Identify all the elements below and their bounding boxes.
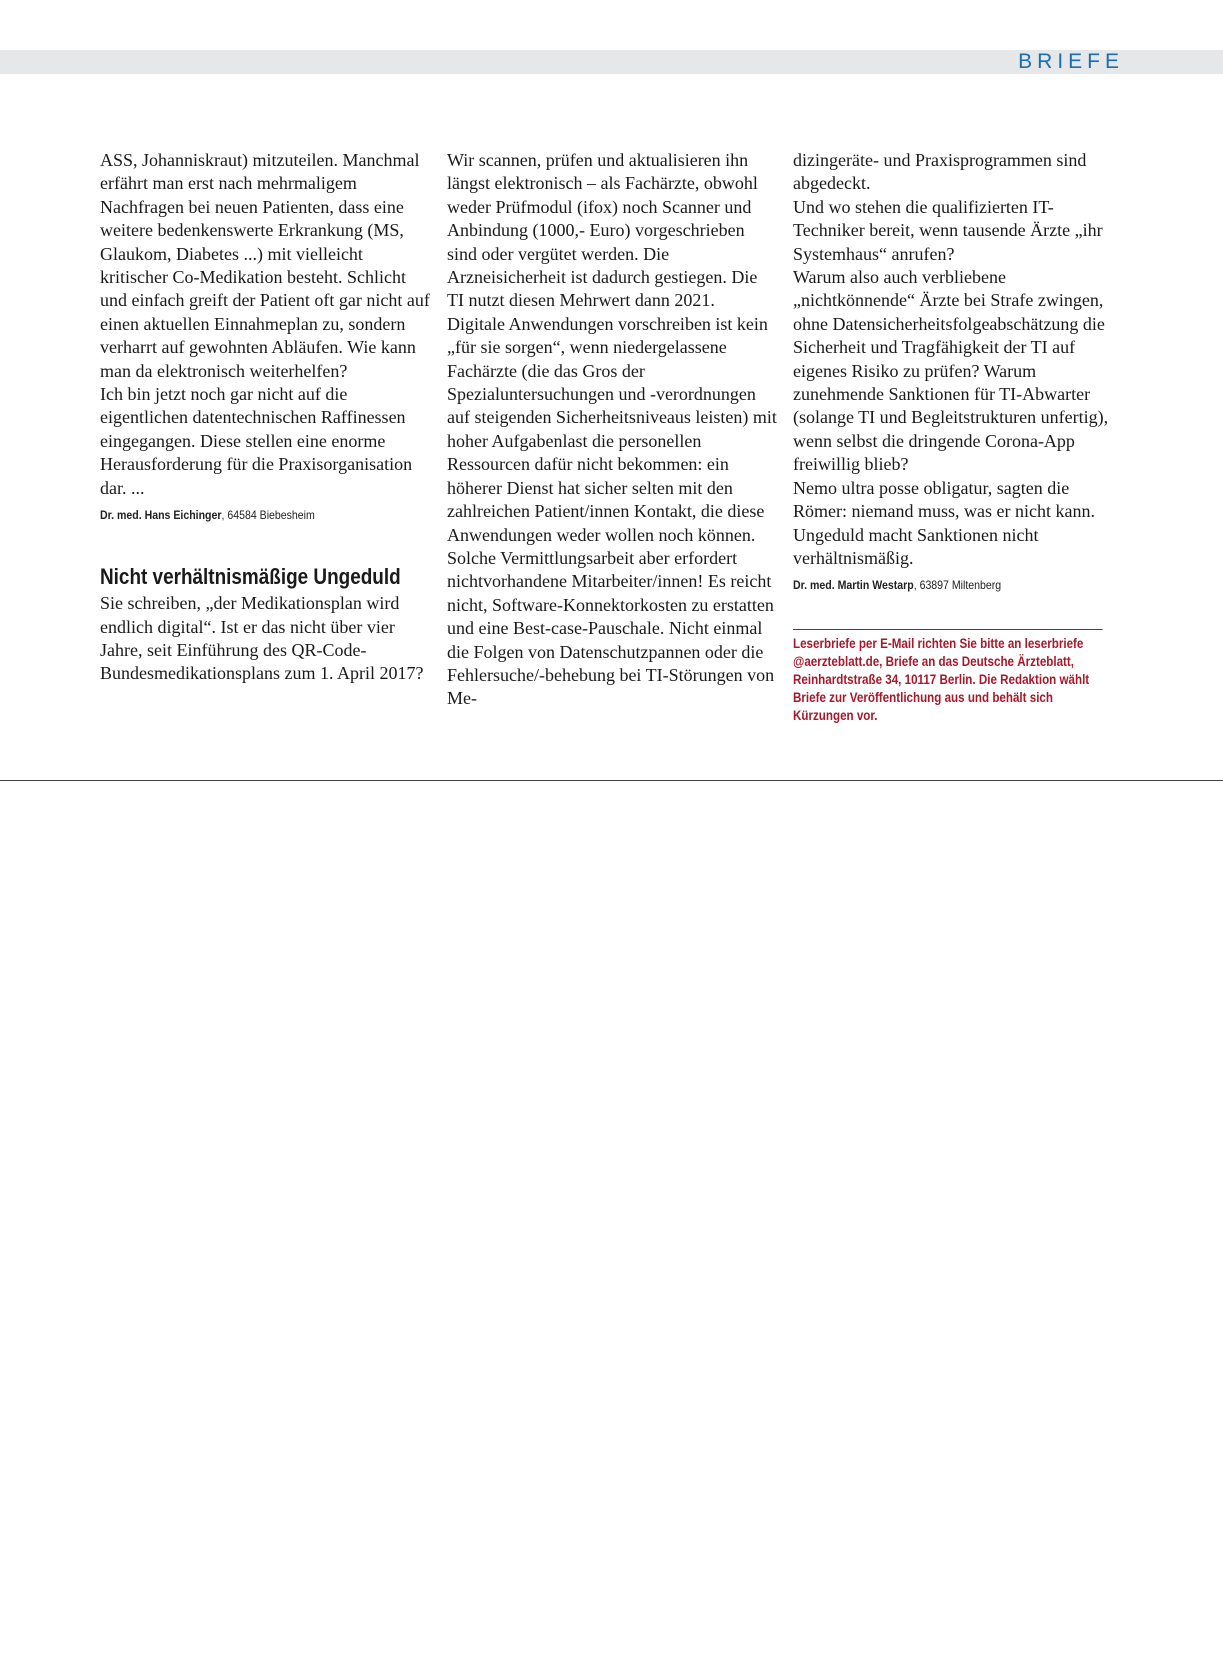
letter-paragraph: Sie schreiben, „der Medikationsplan wird endlich digital“. Ist er das nicht über vier Jahre, seit Einführung des QR-Code-Bundesmedikationsplans zum 1. April 2017? [100, 593, 424, 684]
letter-paragraph: Digitale Anwendungen vorschreiben ist kein „für sie sorgen“, wenn niedergelassene Fachärzte (die das Gros der Spezialuntersuchungen und -verordnungen auf steigenden Sicherheitsniveaus leisten) mit hoher Aufgabenlast die personellen Ressourcen dafür nicht bekommen: ein höherer Dienst hat sicher selten mit den zahlreichen Patient/innen Kontakt, die diese Anwendungen weder wollen noch können. Solche Vermittlungsarbeit aber erfordert nichtvorhandene Mitarbeiter/innen! Es reicht nicht, Software-Konnektorkosten zu erstatten und eine Best-case-Pauschale. Nicht einmal die Folgen von Datenschutzpannen oder die Fehlersuche/-behebung bei TI-Störungen von Me- [447, 313, 777, 709]
letter-paragraph: Nemo ultra posse obligatur, sagten die Römer: niemand muss, was er nicht kann. Ungeduld macht Sanktionen nicht verhältnismäßig. [793, 477, 1095, 568]
letter-signature [100, 507, 390, 523]
signature-name: Dr. med. Martin Westarp [793, 578, 914, 593]
letter-paragraph: Und wo stehen die qualifizierten IT-Techniker bereit, wenn tausende Ärzte „ihr Systemhaus“ anrufen? [793, 196, 1103, 264]
page-divider [0, 780, 1223, 781]
column-2 [447, 149, 777, 711]
submission-notice: Leserbriefe per E-Mail richten Sie bitte an leserbriefe @aerzteblatt.de, Briefe an das Deutsche Ärzteblatt, Reinhardtstraße 34, 10117 Berlin. Die Redaktion wählt Briefe zur Veröffentlichung aus und behält sich Kürzungen vor. [793, 629, 1103, 725]
letter-paragraph: dizingeräte- und Praxisprogrammen sind abgedeckt. [793, 150, 1087, 194]
column-3 [793, 149, 1123, 725]
letter-paragraph: ASS, Johanniskraut) mitzuteilen. Manchmal erfährt man erst nach mehrmaligem Nachfragen bei neuen Patienten, dass eine weitere bedenkenswerte Erkrankung (MS, Glaukom, Diabetes ...) mit vielleicht kritischer Co-Medikation besteht. Schlicht und einfach greift der Patient oft gar nicht auf einen aktuellen Einnahmeplan zu, sondern verharrt auf gewohnten Abläufen. Wie kann man da elektronisch weiterhelfen? [100, 150, 430, 381]
letter-heading: Nicht verhältnismäßige Ungeduld [100, 564, 401, 590]
letter-signature [793, 577, 1083, 593]
signature-name: Dr. med. Hans Eichinger [100, 508, 222, 523]
section-label: BRIEFE [1018, 50, 1124, 73]
signature-place: , 63897 Miltenberg [913, 578, 1002, 593]
letter-paragraph: Warum also auch verbliebene „nichtkönnende“ Ärzte bei Strafe zwingen, ohne Datensicherheitsfolgeabschätzung die Sicherheit und Tragfähigkeit der TI auf eigenes Risiko zu prüfen? Warum zunehmende Sanktionen für TI-Abwarter (solange TI und Begleitstrukturen unfertig), wenn selbst die dringende Corona-App freiwillig blieb? [793, 267, 1109, 475]
letter-paragraph: Wir scannen, prüfen und aktualisieren ihn längst elektronisch – als Fachärzte, obwohl weder Prüfmodul (ifox) noch Scanner und Anbindung (1000,- Euro) vorgeschrieben sind oder vergütet werden. Die Arzneisicherheit ist dadurch gestiegen. Die TI nutzt diesen Mehrwert dann 2021. [447, 150, 758, 311]
letter-paragraph: Ich bin jetzt noch gar nicht auf die eigentlichen datentechnischen Raffinessen eingegangen. Diese stellen eine enorme Herausforderung für die Praxisorganisation dar. ... [100, 384, 413, 498]
signature-place: , 64584 Biebesheim [221, 508, 315, 523]
column-1 [100, 149, 430, 686]
